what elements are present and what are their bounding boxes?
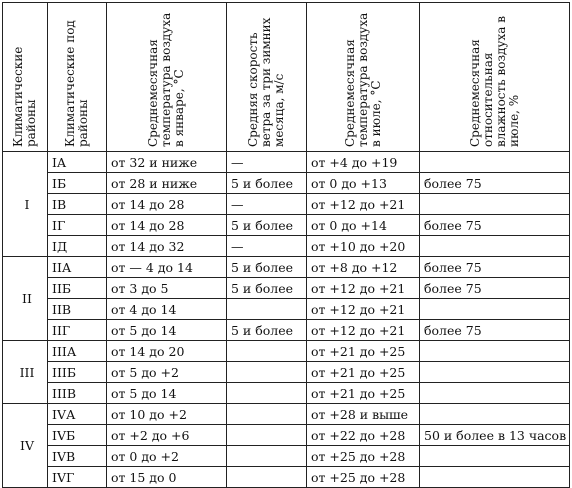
july-temperature-cell: от +4 до +19 (307, 152, 420, 173)
july-temperature-cell: от +22 до +28 (307, 425, 420, 446)
july-temperature-cell: от +21 до +25 (307, 362, 420, 383)
table-row (3, 236, 570, 257)
subregion-cell: IВ (48, 194, 107, 215)
region-cell: II (3, 257, 48, 341)
climate-table-body (3, 152, 570, 488)
humidity-cell (420, 467, 570, 488)
january-temperature-cell: от 14 до 28 (107, 215, 227, 236)
region-cell: III (3, 341, 48, 404)
humidity-cell: более 75 (420, 257, 570, 278)
table-row (3, 383, 570, 404)
wind-speed-cell: 5 и более (227, 257, 307, 278)
wind-speed-cell (227, 404, 307, 425)
july-temperature-cell: от +28 и выше (307, 404, 420, 425)
humidity-cell: более 75 (420, 173, 570, 194)
subregion-cell: IVА (48, 404, 107, 425)
header-cell (227, 3, 307, 152)
header-cell (48, 3, 107, 152)
january-temperature-cell: от 14 до 28 (107, 194, 227, 215)
table-row (3, 362, 570, 383)
table-row (3, 404, 570, 425)
table-row (3, 173, 570, 194)
header-july-humidity: Среднемесячная относительная влажность воздуха в июле, % (467, 16, 521, 147)
wind-speed-cell (227, 446, 307, 467)
header-climate-regions: Климатические районы (11, 46, 38, 147)
subregion-cell: IIБ (48, 278, 107, 299)
header-cell (420, 3, 570, 152)
wind-speed-cell (227, 341, 307, 362)
wind-speed-cell: — (227, 236, 307, 257)
climate-table-container (2, 2, 570, 488)
humidity-cell: более 75 (420, 215, 570, 236)
subregion-cell: IIГ (48, 320, 107, 341)
january-temperature-cell: от 0 до +2 (107, 446, 227, 467)
january-temperature-cell: от 28 и ниже (107, 173, 227, 194)
january-temperature-cell: от 15 до 0 (107, 467, 227, 488)
humidity-cell (420, 404, 570, 425)
table-row (3, 446, 570, 467)
wind-speed-cell (227, 425, 307, 446)
january-temperature-cell: от 4 до 14 (107, 299, 227, 320)
january-temperature-cell: от 14 до 20 (107, 341, 227, 362)
july-temperature-cell: от +8 до +12 (307, 257, 420, 278)
january-temperature-cell: от — 4 до 14 (107, 257, 227, 278)
humidity-cell: более 75 (420, 320, 570, 341)
july-temperature-cell: от 0 до +14 (307, 215, 420, 236)
subregion-cell: IIIВ (48, 383, 107, 404)
header-cell (307, 3, 420, 152)
subregion-cell: IIIБ (48, 362, 107, 383)
subregion-cell: IA (48, 152, 107, 173)
wind-speed-cell: 5 и более (227, 173, 307, 194)
header-cell (3, 3, 48, 152)
wind-speed-cell (227, 362, 307, 383)
humidity-cell (420, 236, 570, 257)
table-row (3, 194, 570, 215)
subregion-cell: IIВ (48, 299, 107, 320)
table-row (3, 299, 570, 320)
wind-speed-cell: 5 и более (227, 278, 307, 299)
july-temperature-cell: от +12 до +21 (307, 194, 420, 215)
humidity-cell (420, 446, 570, 467)
table-row (3, 257, 570, 278)
header-climate-subregions: Климатические под районы (63, 20, 90, 147)
january-temperature-cell: от 10 до +2 (107, 404, 227, 425)
wind-speed-cell: 5 и более (227, 215, 307, 236)
header-cell (107, 3, 227, 152)
table-row (3, 215, 570, 236)
january-temperature-cell: от +2 до +6 (107, 425, 227, 446)
subregion-cell: IД (48, 236, 107, 257)
subregion-cell: IVГ (48, 467, 107, 488)
header-january-temperature: Среднемесячная температура воздуха в январе, °С (146, 12, 186, 147)
july-temperature-cell: от +25 до +28 (307, 446, 420, 467)
july-temperature-cell: от +12 до +21 (307, 320, 420, 341)
january-temperature-cell: от 5 до 14 (107, 383, 227, 404)
subregion-cell: IIIА (48, 341, 107, 362)
january-temperature-cell: от 5 до 14 (107, 320, 227, 341)
humidity-cell (420, 383, 570, 404)
july-temperature-cell: от +12 до +21 (307, 278, 420, 299)
subregion-cell: IVБ (48, 425, 107, 446)
july-temperature-cell: от +12 до +21 (307, 299, 420, 320)
humidity-cell (420, 152, 570, 173)
subregion-cell: IБ (48, 173, 107, 194)
wind-speed-cell (227, 467, 307, 488)
humidity-cell (420, 194, 570, 215)
humidity-cell (420, 362, 570, 383)
subregion-cell: IIА (48, 257, 107, 278)
table-row (3, 152, 570, 173)
region-cell: IV (3, 404, 48, 488)
july-temperature-cell: от +21 до +25 (307, 341, 420, 362)
wind-speed-cell: — (227, 194, 307, 215)
table-row (3, 467, 570, 488)
table-row (3, 341, 570, 362)
header-row (3, 3, 570, 152)
january-temperature-cell: от 5 до +2 (107, 362, 227, 383)
january-temperature-cell: от 3 до 5 (107, 278, 227, 299)
wind-speed-cell (227, 299, 307, 320)
humidity-cell (420, 299, 570, 320)
wind-speed-cell: — (227, 152, 307, 173)
july-temperature-cell: от +10 до +20 (307, 236, 420, 257)
humidity-cell: 50 и более в 13 часов (420, 425, 570, 446)
header-july-temperature: Среднемесячная температура воздуха в июле, °С (342, 12, 383, 147)
header-winter-wind-speed: Средняя скорость ветра за три зимних месяца, м/с (246, 17, 286, 147)
subregion-cell: IVВ (48, 446, 107, 467)
january-temperature-cell: от 14 до 32 (107, 236, 227, 257)
january-temperature-cell: от 32 и ниже (107, 152, 227, 173)
humidity-cell: более 75 (420, 278, 570, 299)
climate-table (2, 2, 570, 488)
subregion-cell: IГ (48, 215, 107, 236)
table-row (3, 278, 570, 299)
july-temperature-cell: от 0 до +13 (307, 173, 420, 194)
july-temperature-cell: от +21 до +25 (307, 383, 420, 404)
wind-speed-cell (227, 383, 307, 404)
table-row (3, 320, 570, 341)
region-cell: I (3, 152, 48, 257)
wind-speed-cell: 5 и более (227, 320, 307, 341)
july-temperature-cell: от +25 до +28 (307, 467, 420, 488)
humidity-cell (420, 341, 570, 362)
table-row (3, 425, 570, 446)
